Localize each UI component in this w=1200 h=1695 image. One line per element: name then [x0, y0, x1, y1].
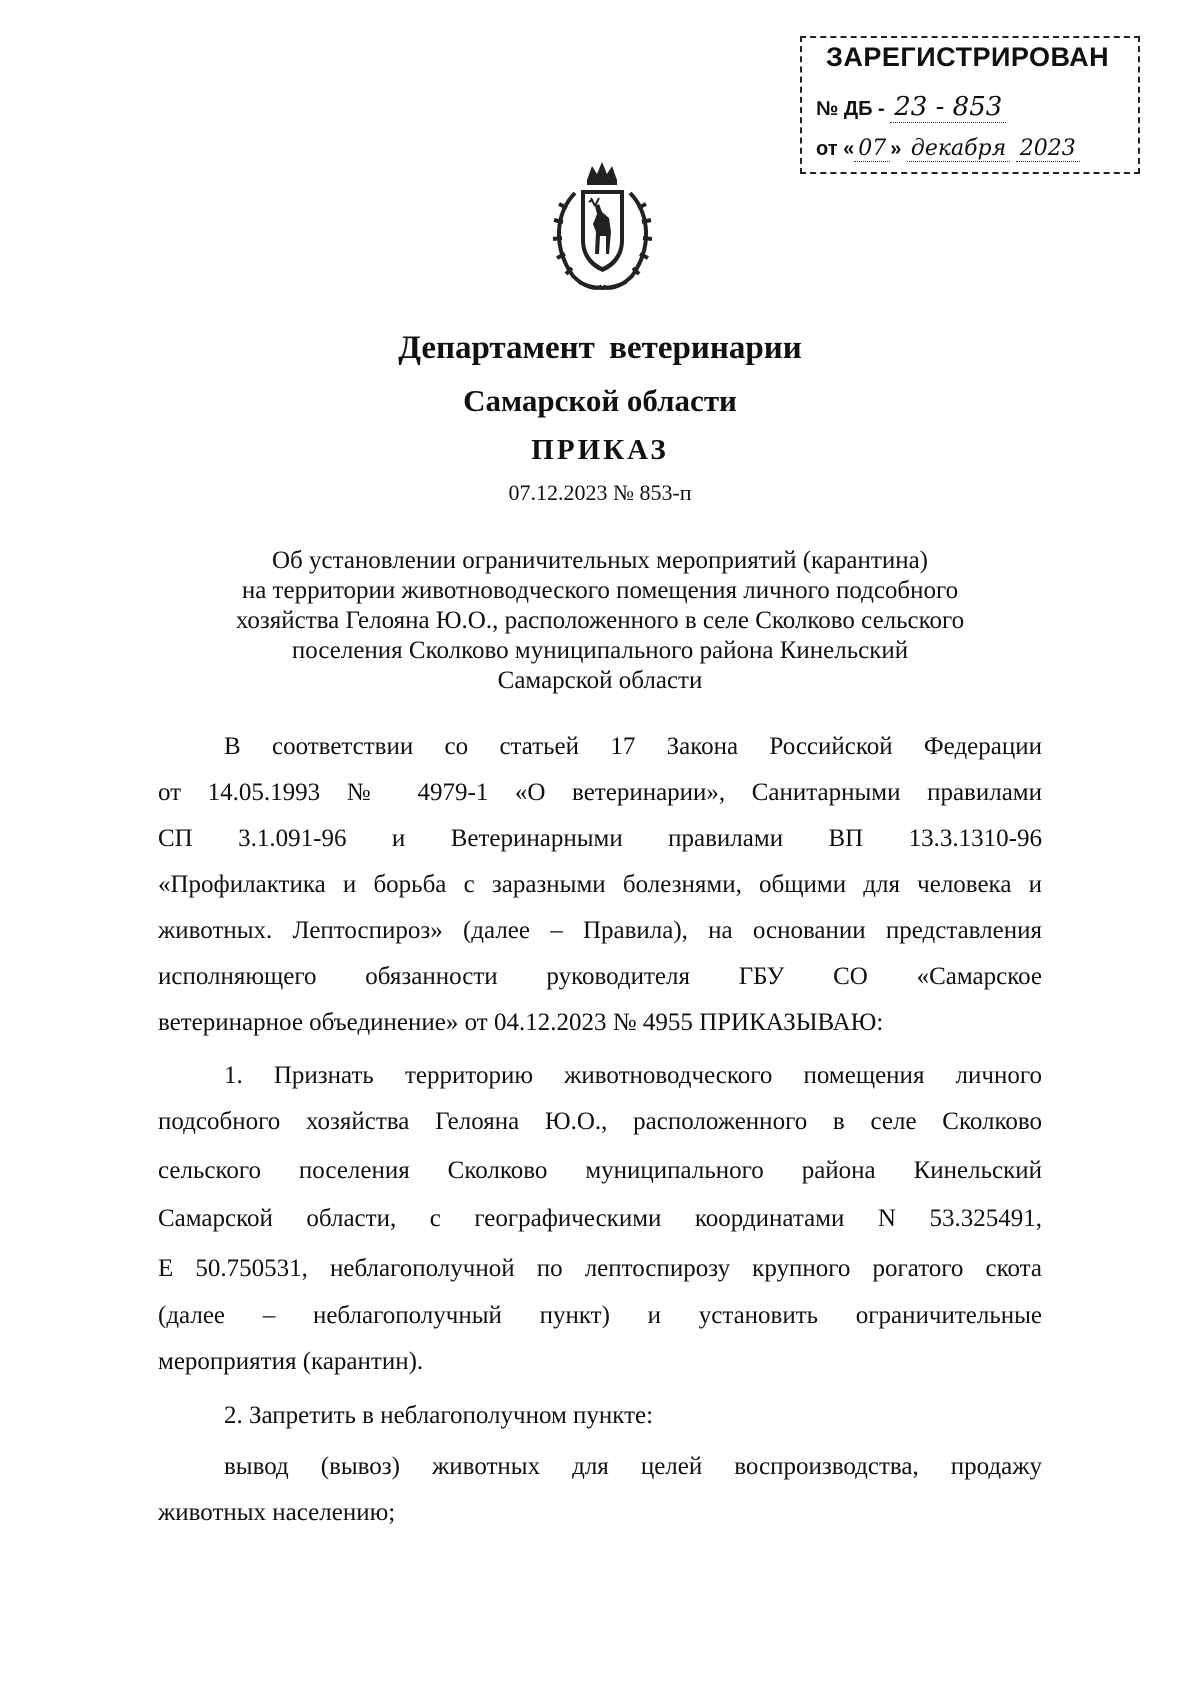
document-type-title: ПРИКАЗ: [531, 434, 669, 466]
stamp-number-row: [816, 92, 1006, 122]
body-line: (далее – неблагополучный пункт) и установить ограничительные: [158, 1302, 1042, 1329]
body-line: E 50.750531, неблагополучной по лептоспирозу крупного рогатого скота: [158, 1255, 1042, 1282]
body-line: ветеринарное объединение» от 04.12.2023 № 4955 ПРИКАЗЫВАЮ:: [158, 1009, 884, 1036]
document-date-number: 07.12.2023 № 853-п: [508, 480, 692, 505]
stamp-number-label: № ДБ -: [816, 98, 885, 120]
subject-line: поселения Сколково муниципального района Кинельский: [291, 637, 909, 664]
body-line: животных населению;: [158, 1499, 396, 1526]
stamp-year-handwritten: 2023: [1016, 136, 1080, 162]
subject-line: Об установлении ограничительных мероприятий (карантина): [271, 547, 929, 574]
body-line: сельского поселения Сколково муниципального района Кинельский: [158, 1157, 1042, 1184]
coat-of-arms-icon: [545, 158, 660, 298]
subject-line: хозяйства Гелояна Ю.О., расположенного в селе Сколково сельского: [235, 607, 965, 634]
body-line: животных. Лептоспироз» (далее – Правила), на основании представления: [158, 917, 1042, 944]
stamp-date-mid: »: [890, 138, 902, 160]
body-line: вывод (вывоз) животных для целей воспроизводства, продажу: [224, 1453, 1042, 1480]
subject-line: Самарской области: [497, 667, 703, 694]
stamp-number-handwritten: 23 - 853: [890, 92, 1006, 123]
body-line: В соответствии со статьей 17 Закона Российской Федерации: [224, 733, 1042, 760]
document-subject: [160, 546, 1040, 696]
body-line: 1. Признать территорию животноводческого помещения личного: [224, 1062, 1042, 1089]
stamp-title: ЗАРЕГИСТРИРОВАН: [826, 42, 1110, 72]
stamp-date-row: [816, 136, 1080, 161]
subject-line: на территории животноводческого помещения личного подсобного: [241, 577, 959, 604]
body-line: Самарской области, с географическими координатами N 53.325491,: [158, 1205, 1042, 1232]
stamp-month-handwritten: декабря: [907, 136, 1010, 162]
body-line: исполняющего обязанности руководителя ГБУ СО «Самарское: [158, 963, 1042, 990]
stamp-date-label: от «: [816, 138, 855, 160]
stamp-day-handwritten: 07: [854, 136, 890, 162]
department-name-line1: Департамент ветеринарии: [398, 330, 802, 366]
body-line: 2. Запретить в неблагополучном пункте:: [224, 1402, 654, 1429]
body-line: мероприятия (карантин).: [158, 1348, 424, 1375]
body-line: подсобного хозяйства Гелояна Ю.О., расположенного в селе Сколково: [158, 1108, 1042, 1135]
registration-stamp: [800, 36, 1140, 174]
department-name-line2: Самарской области: [463, 383, 737, 418]
body-line: СП 3.1.091-96 и Ветеринарными правилами ВП 13.3.1310-96: [158, 825, 1042, 852]
body-line: «Профилактика и борьба с заразными болезнями, общими для человека и: [158, 871, 1042, 898]
body-line: от 14.05.1993 № 4979-1 «О ветеринарии», Санитарными правилами: [158, 779, 1042, 806]
